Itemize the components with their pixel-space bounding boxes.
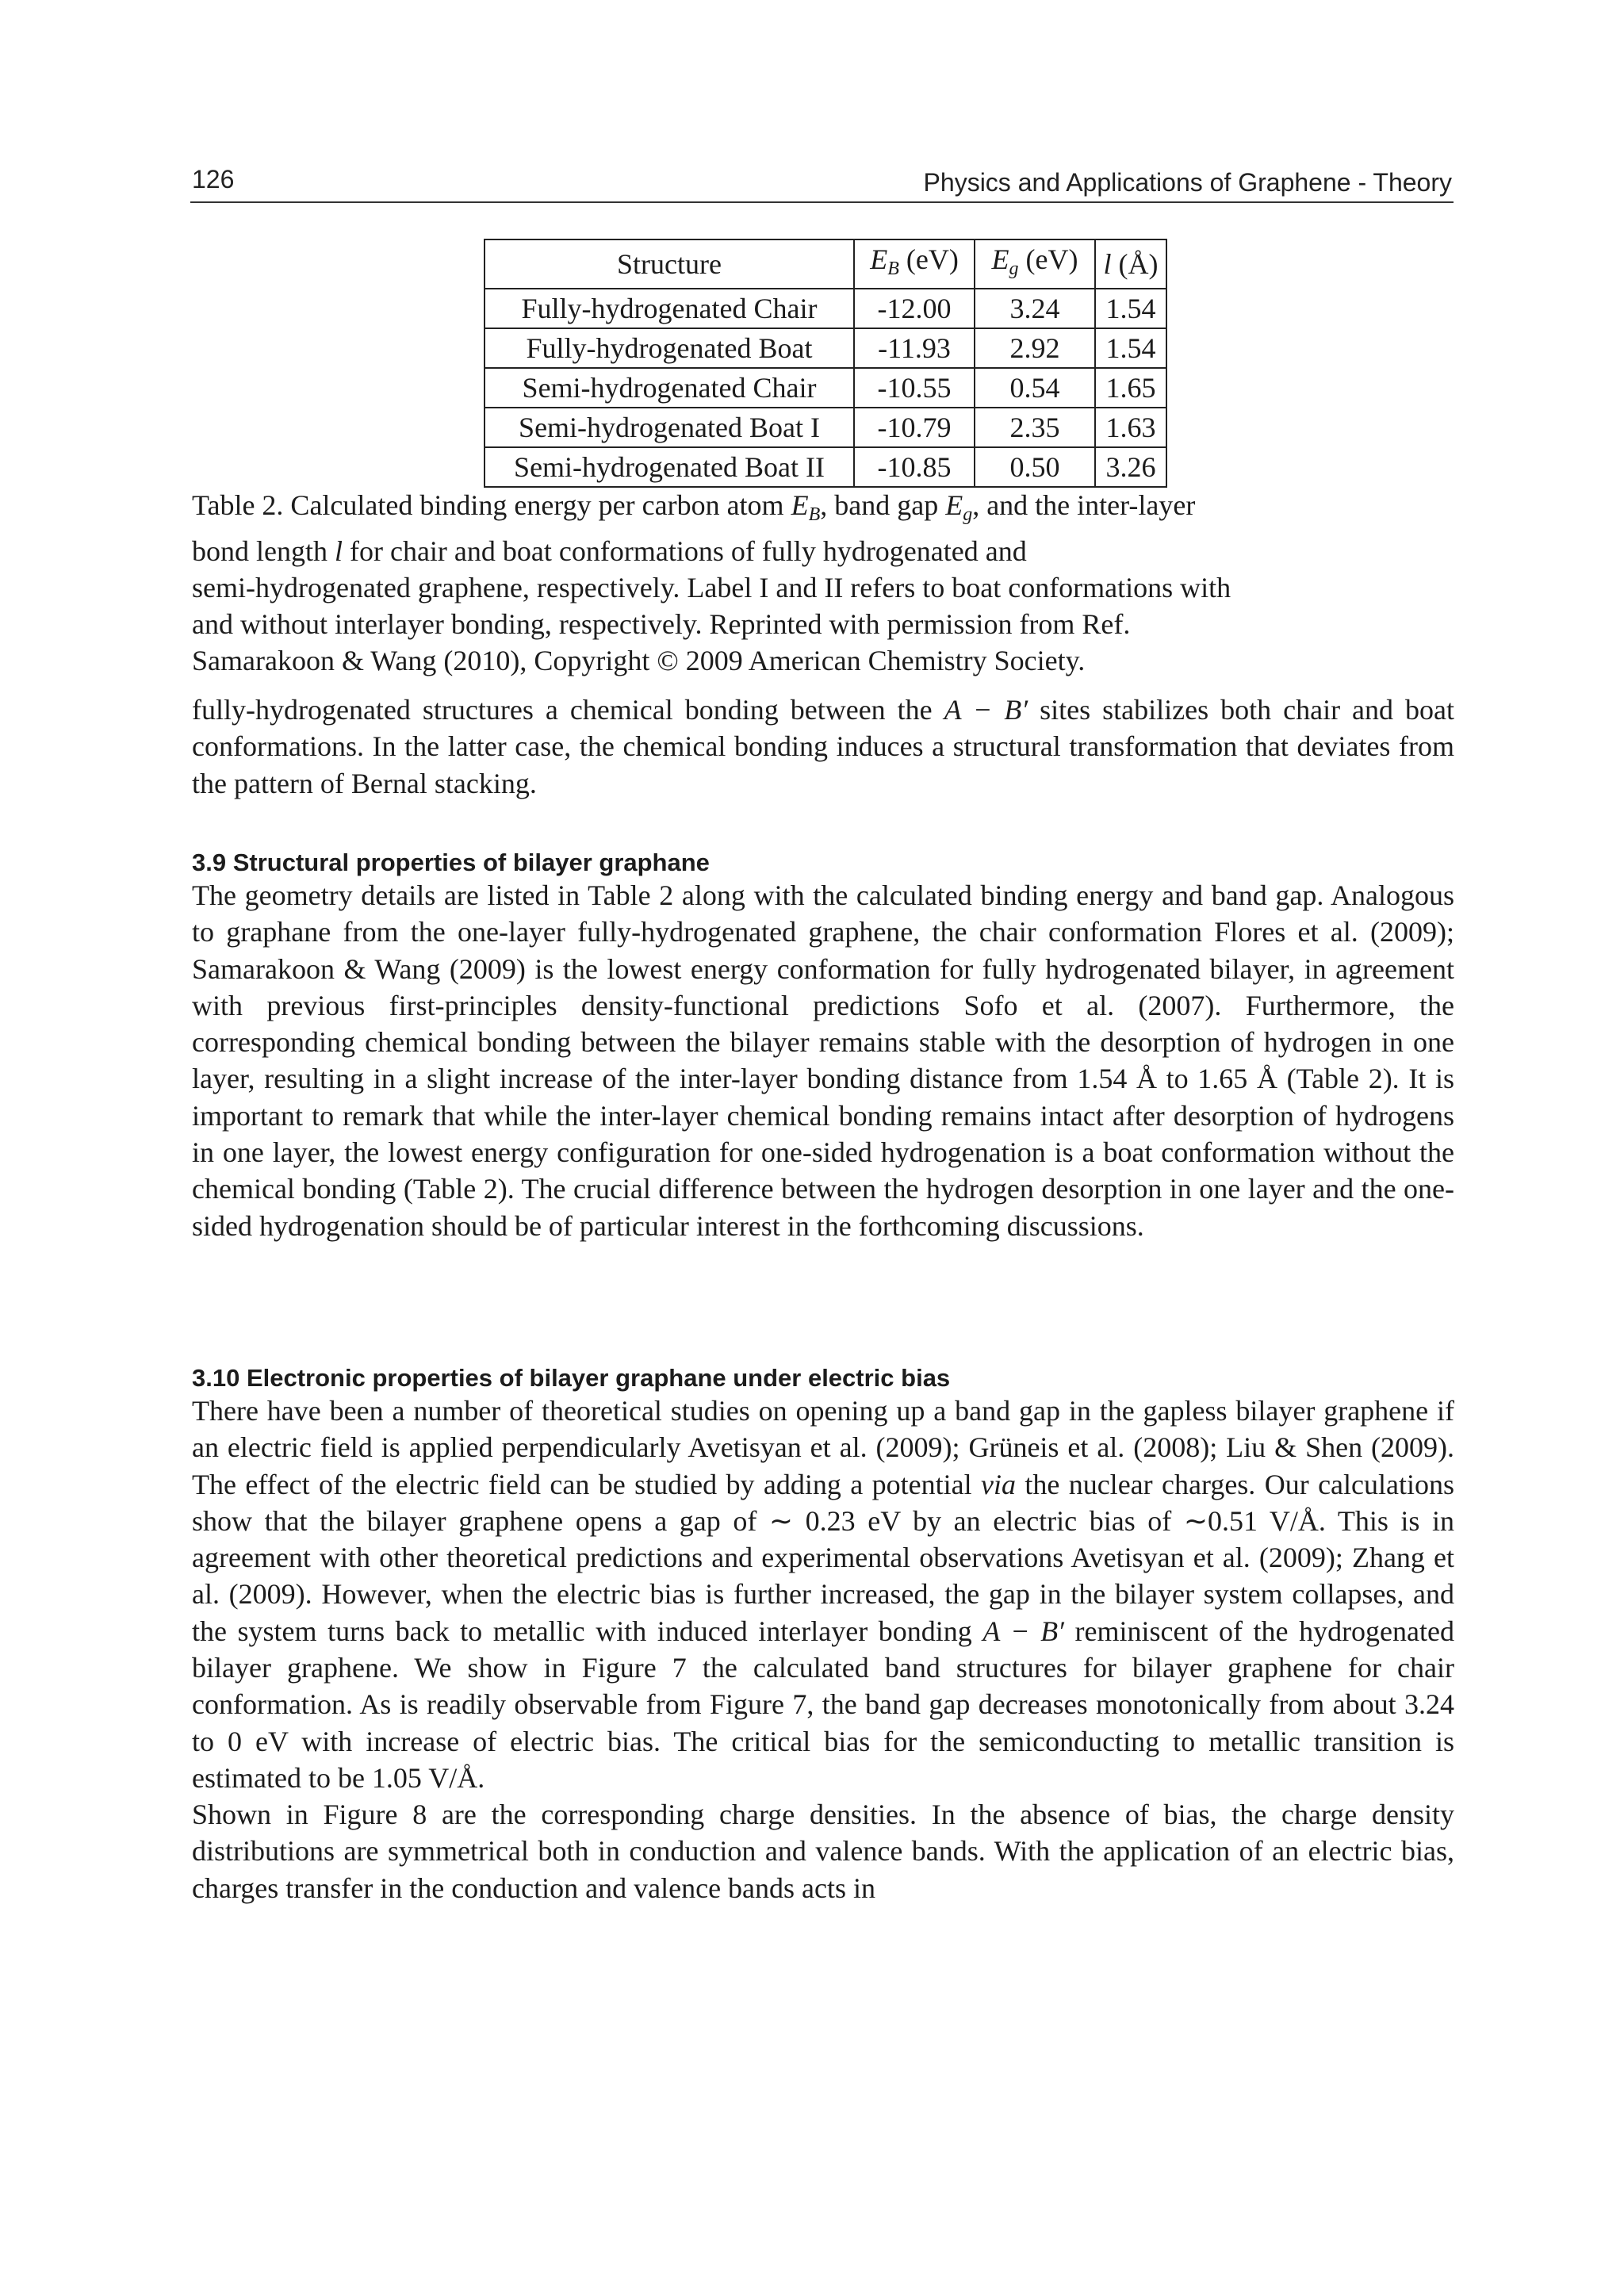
paragraph-continuation: fully-hydrogenated structures a chemical bonding between the A − B′ sites stabilizes both chair and boat conformations. In the latter case, the chemical bonding induces a structural transformation that deviates from the pattern of Bernal stacking.	[192, 694, 1455, 799]
cell-structure: Semi-hydrogenated Boat II	[485, 447, 854, 487]
caption-line-3: semi-hydrogenated graphene, respectively. Label I and II refers to boat conformations with	[192, 572, 1231, 603]
cell-structure: Semi-hydrogenated Chair	[485, 368, 854, 408]
cell-eg: 0.50	[975, 447, 1095, 487]
cell-eb: -10.79	[854, 408, 975, 447]
cell-eb: -11.93	[854, 328, 975, 368]
page-number: 126	[192, 165, 235, 193]
header-l: l (Å)	[1095, 239, 1166, 289]
cell-eg: 3.24	[975, 289, 1095, 328]
cell-eb: -12.00	[854, 289, 975, 328]
section-heading-3-9: 3.9 Structural properties of bilayer graphane	[192, 849, 710, 876]
emphasis-via: via	[980, 1468, 1016, 1500]
math-a-b-prime: A − B′	[944, 694, 1028, 726]
cell-structure: Semi-hydrogenated Boat I	[485, 408, 854, 447]
header-eg: $E_g$ (eV)	[975, 239, 1095, 289]
cell-eg: 2.92	[975, 328, 1095, 368]
caption-line-1: Table 2. Calculated binding energy per carbon atom $E_B$, band gap $E_g$, and the inter-layer	[192, 489, 1196, 525]
cell-eb: -10.55	[854, 368, 975, 408]
section-3-10-paragraph-2: Shown in Figure 8 are the corresponding charge densities. In the absence of bias, the charge density distributions are symmetrical both in conduction and valence bands. With the application of an electric bias, charges transfer in the conduction and valence bands acts in	[192, 1799, 1454, 1904]
cell-structure: Fully-hydrogenated Boat	[485, 328, 854, 368]
table-row	[485, 368, 1166, 408]
caption-line-2: bond length l for chair and boat conformations of fully hydrogenated and	[192, 535, 1027, 567]
section-3-9-paragraph: The geometry details are listed in Table 2 along with the calculated binding energy and band gap. Analogous to graphane from the one-layer fully-hydrogenated graphene, the chair conformation Flores et al. (2009); Samarakoon & Wang (2009) is the lowest energy conformation for fully hydrogenated bilayer, in agreement with previous first-principles density-functional predictions Sofo et al. (2007). Furthermore, the corresponding chemical bonding between the bilayer remains stable with the desorption of hydrogen in one layer, resulting in a slight increase of the inter-layer bonding distance from 1.54 Å to 1.65 Å (Table 2). It is important to remark that while the inter-layer chemical bonding remains intact after desorption of hydrogens in one layer, the lowest energy configuration for one-sided hydrogenation is a boat conformation without the chemical bonding (Table 2). The crucial difference between the hydrogen desorption in one layer and the one-sided hydrogenation should be of particular interest in the forthcoming discussions.	[192, 879, 1454, 1242]
cell-eg: 2.35	[975, 408, 1095, 447]
cell-l: 1.63	[1095, 408, 1166, 447]
table-header-row	[485, 239, 1166, 289]
header-structure: Structure	[485, 239, 854, 289]
results-table	[484, 239, 1167, 488]
math-a-b-prime: A − B′	[982, 1615, 1064, 1647]
table-row	[485, 328, 1166, 368]
running-header	[190, 163, 1454, 203]
caption-line-5: Samarakoon & Wang (2010), Copyright © 2009 American Chemistry Society.	[192, 645, 1086, 676]
cell-eb: -10.85	[854, 447, 975, 487]
section-3-10-paragraph: There have been a number of theoretical studies on opening up a band gap in the gapless bilayer graphene if an electric field is applied perpendicularly Avetisyan et al. (2009); Grüneis et al. (2008); Liu & Shen (2009). The effect of the electric field can be studied by adding a potential via the nuclear charges. Our calculations show that the bilayer graphene opens a gap of ∼ 0.23 eV by an electric bias of ∼0.51 V/Å. This is in agreement with other theoretical predictions and experimental observations Avetisyan et al. (2009); Zhang et al. (2009). However, when the electric bias is further increased, the gap in the bilayer system collapses, and the system turns back to metallic with induced interlayer bonding A − B′ reminiscent of the hydrogenated bilayer graphene. We show in Figure 7 the calculated band structures for bilayer graphene for chair conformation. As is readily observable from Figure 7, the band gap decreases monotonically from about 3.24 to 0 eV with increase of electric bias. The critical bias for the semiconducting to metallic transition is estimated to be 1.05 V/Å.	[192, 1395, 1454, 1794]
cell-l: 3.26	[1095, 447, 1166, 487]
table-row	[485, 447, 1166, 487]
header-eb: $E_B$ (eV)	[854, 239, 975, 289]
section-heading-3-10: 3.10 Electronic properties of bilayer graphane under electric bias	[192, 1364, 951, 1392]
running-title: Physics and Applications of Graphene - Theory	[923, 168, 1452, 197]
table-row	[485, 289, 1166, 328]
table-row	[485, 408, 1166, 447]
cell-l: 1.54	[1095, 289, 1166, 328]
caption-line-4: and without interlayer bonding, respectively. Reprinted with permission from Ref.	[192, 608, 1131, 640]
cell-eg: 0.54	[975, 368, 1095, 408]
cell-l: 1.54	[1095, 328, 1166, 368]
table-caption	[192, 487, 1429, 679]
cell-l: 1.65	[1095, 368, 1166, 408]
cell-structure: Fully-hydrogenated Chair	[485, 289, 854, 328]
